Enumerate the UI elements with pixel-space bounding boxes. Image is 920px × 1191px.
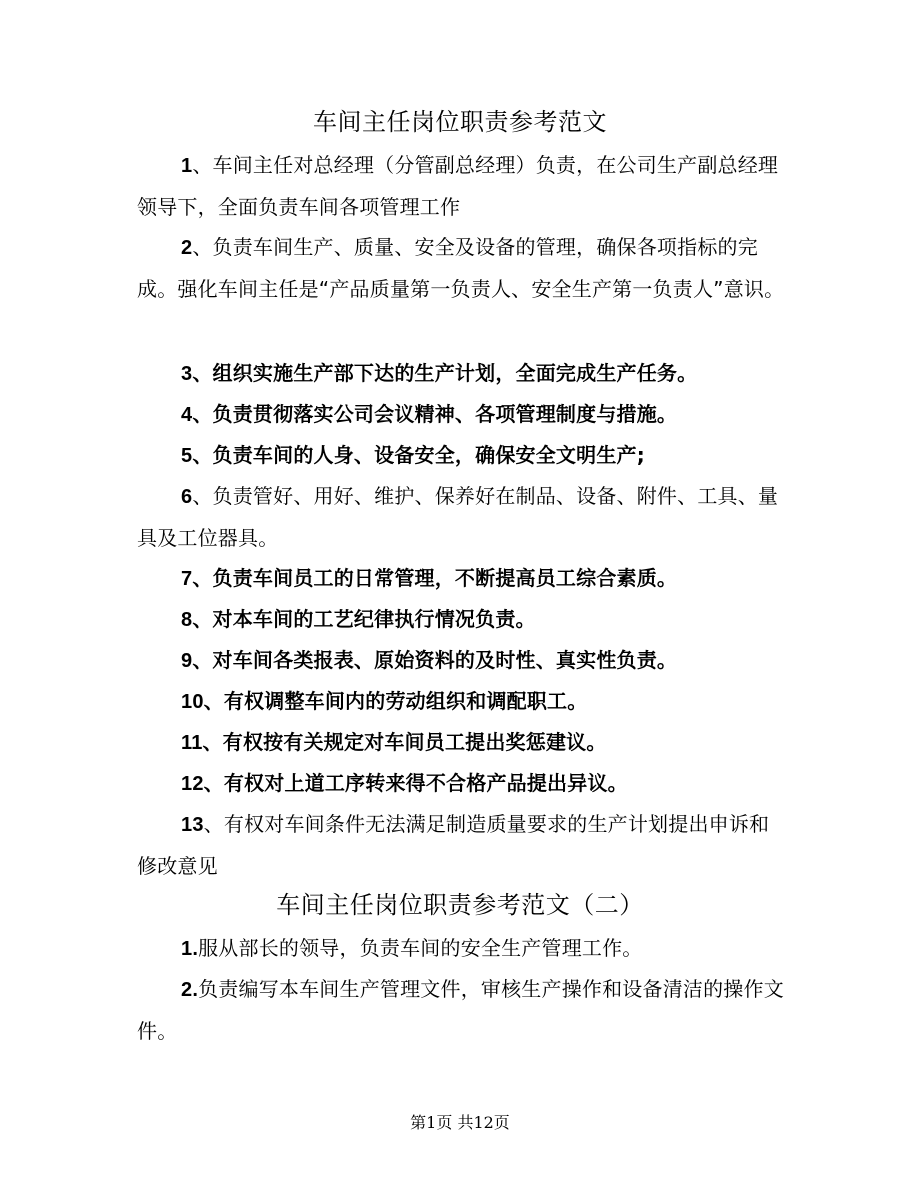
item-text: 负责车间员工的日常管理，不断提高员工综合素质。 (212, 566, 678, 590)
item-separator: 、 (192, 566, 213, 590)
item-number: 10 (181, 691, 204, 713)
item-text: 负责编写本车间生产管理文件，审核生产操作和设备清洁的操作文件。 (137, 977, 784, 1043)
document-title: 车间主任岗位职责参考范文 (313, 108, 607, 136)
item-separator: 、 (192, 402, 213, 426)
list-item (137, 435, 787, 477)
item-separator: 、 (192, 484, 213, 508)
list-item (137, 969, 787, 1052)
list-item (137, 599, 787, 641)
list-item (137, 804, 787, 887)
list-item (137, 394, 787, 436)
section-title: 车间主任岗位职责参考范文（二） (276, 891, 644, 919)
list-item (137, 722, 787, 764)
list-item (137, 476, 787, 559)
item-text: 有权对车间条件无法满足制造质量要求的生产计划提出申诉和修改意见 (137, 812, 770, 878)
item-text: 有权调整车间内的劳动组织和调配职工。 (223, 689, 588, 713)
item-number: 4 (181, 404, 193, 426)
item-number: 1. (181, 938, 199, 960)
item-number: 1 (181, 155, 193, 177)
list-item (137, 145, 787, 228)
item-text: 有权对上道工序转来得不合格产品提出异议。 (223, 771, 628, 795)
item-text: 负责管好、用好、维护、保养好在制品、设备、附件、工具、量具及工位器具。 (137, 484, 779, 550)
item-number: 7 (181, 568, 193, 590)
item-number: 3 (181, 363, 193, 385)
item-number: 13 (181, 814, 204, 836)
item-separator: 、 (192, 153, 213, 177)
item-text: 车间主任对总经理（分管副总经理）负责，在公司生产副总经理领导下，全面负责车间各项管理工作 (137, 153, 779, 219)
list-item (137, 558, 787, 600)
list-item (137, 227, 787, 310)
item-separator: 、 (203, 812, 224, 836)
list-item (137, 640, 787, 682)
item-separator: 、 (203, 771, 224, 795)
page-number-footer: 第1页 共12页 (410, 1113, 510, 1132)
list-item (137, 681, 787, 723)
item-number: 2 (181, 237, 193, 259)
item-text: 有权按有关规定对车间员工提出奖惩建议。 (222, 730, 607, 754)
item-separator: 、 (192, 648, 213, 672)
item-text: 对本车间的工艺纪律执行情况负责。 (212, 607, 536, 631)
item-number: 9 (181, 650, 193, 672)
item-separator: 、 (202, 730, 223, 754)
item-number: 11 (181, 732, 203, 754)
item-text: 负责贯彻落实公司会议精神、各项管理制度与措施。 (212, 402, 678, 426)
item-separator: 、 (192, 443, 213, 467)
item-number: 2. (181, 979, 199, 1001)
item-number: 12 (181, 773, 204, 795)
item-number: 5 (181, 445, 193, 467)
item-separator: 、 (192, 607, 213, 631)
item-text: 负责车间生产、质量、安全及设备的管理，确保各项指标的完成。强化车间主任是“产品质量第一负责人、安全生产第一负责人”意识。 (137, 235, 785, 301)
item-separator: 、 (192, 235, 213, 259)
list-item (137, 353, 787, 395)
item-text: 负责车间的人身、设备安全，确保安全文明生产; (212, 443, 645, 467)
item-separator: 、 (192, 361, 213, 385)
item-text: 服从部长的领导，负责车间的安全生产管理工作。 (198, 936, 643, 960)
list-item (137, 928, 787, 970)
item-number: 8 (181, 609, 193, 631)
list-item (137, 763, 787, 805)
item-number: 6 (181, 486, 193, 508)
item-text: 对车间各类报表、原始资料的及时性、真实性负责。 (212, 648, 678, 672)
item-separator: 、 (203, 689, 224, 713)
item-text: 组织实施生产部下达的生产计划，全面完成生产任务。 (212, 361, 698, 385)
